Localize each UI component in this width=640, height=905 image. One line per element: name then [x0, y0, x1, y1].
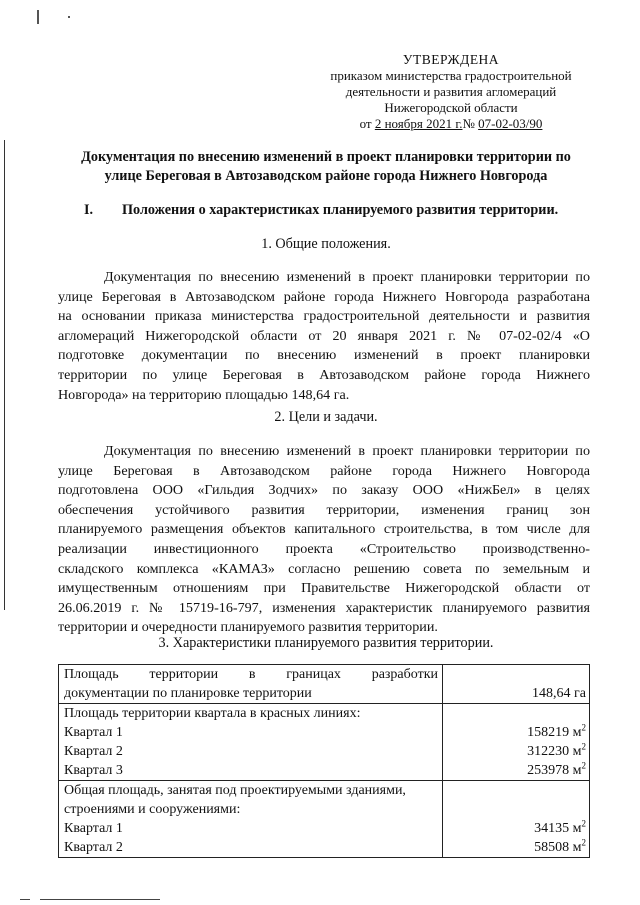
footnote-rule [40, 899, 160, 900]
table-cell-value: 158219 $м^2$ 312230 $м^2$ 253978 $м^2$ [443, 704, 590, 781]
subsection-title: 2. Цели и задачи. [274, 409, 378, 425]
approval-line: Нижегородской области [384, 100, 518, 115]
table-cell-label: Площадь территории квартала в красных линиях: Квартал 1 Квартал 2 Квартал 3 [59, 704, 443, 781]
approval-stamp-block [322, 52, 580, 132]
scan-mark [37, 10, 39, 24]
table-row [59, 665, 590, 704]
approval-date: 2 ноября 2021 г. [374, 116, 463, 131]
section-title: Положения о характеристиках планируемого развития территории. [122, 202, 559, 218]
footnote-rule [20, 899, 30, 900]
paragraph-general: Документация по внесению изменений в проект планировки территории по улице Береговая в Автозаводском районе города Нижнего Новгорода разработана на основании приказа министерства градостроительной деятельности и развития агломераций Нижегородской области от 20 января 2021 г. № 07-02-02/4 «О подготовке документации по внесению изменений в проект планировки территории по улице Береговая в Автозаводском районе города Нижнего Новгорода» на территорию площадью 148,64 га. [58, 269, 590, 403]
subsection-title: 3. Характеристики планируемого развития территории. [158, 635, 494, 651]
table-row [59, 781, 590, 858]
approval-date-line: от 2 ноября 2021 г.№ 07-02-03/90 [359, 116, 543, 131]
approval-line: приказом министерства градостроительной [330, 68, 572, 83]
characteristics-table [58, 664, 590, 858]
table-cell-label: Общая площадь, занятая под проектируемыми зданиями, строениями и сооружениями: Квартал 1 Квартал 2 [59, 781, 443, 858]
approval-number: 07-02-03/90 [478, 116, 543, 131]
approval-line: деятельности и развития агломераций [345, 84, 557, 99]
subsection-title: 1. Общие положения. [261, 236, 391, 252]
section-number: I. [84, 202, 94, 218]
scan-mark [68, 16, 70, 18]
paragraph-goals: Документация по внесению изменений в проект планировки территории по улице Береговая в Автозаводском районе города Нижнего Новгорода подготовлена ООО «Гильдия Зодчих» по заказу ООО «НижБел» в целях обеспечения устойчивого развития территории, изменения границ зон планируемого размещения объектов капитального строительства, в том числе для реализации инвестиционного проекта «Строительство производственно- складского комплекса «КАМАЗ» согласно решению совета по земельным и имущественным отношениям при Правительстве Нижегородской области от 26.06.2019 г. № 15719-16-797, изменения характеристик планируемого развития территории и очередности планируемого развития территории. [58, 443, 590, 636]
document-title: Документация по внесению изменений в проект планировки территории по улице Береговая в Автозаводском районе города Нижнего Новгорода [81, 149, 571, 184]
table-cell-label: Площадь территории в границах разработки документации по планировке территории [59, 665, 443, 704]
table-cell-value: 148,64 га [443, 665, 590, 704]
approval-heading: УТВЕРЖДЕНА [402, 52, 500, 67]
table-row [59, 704, 590, 781]
section-heading [84, 201, 594, 220]
scan-margin-line [4, 140, 5, 610]
table-cell-value: 34135 $м^2$ 58508 $м^2$ [443, 781, 590, 858]
